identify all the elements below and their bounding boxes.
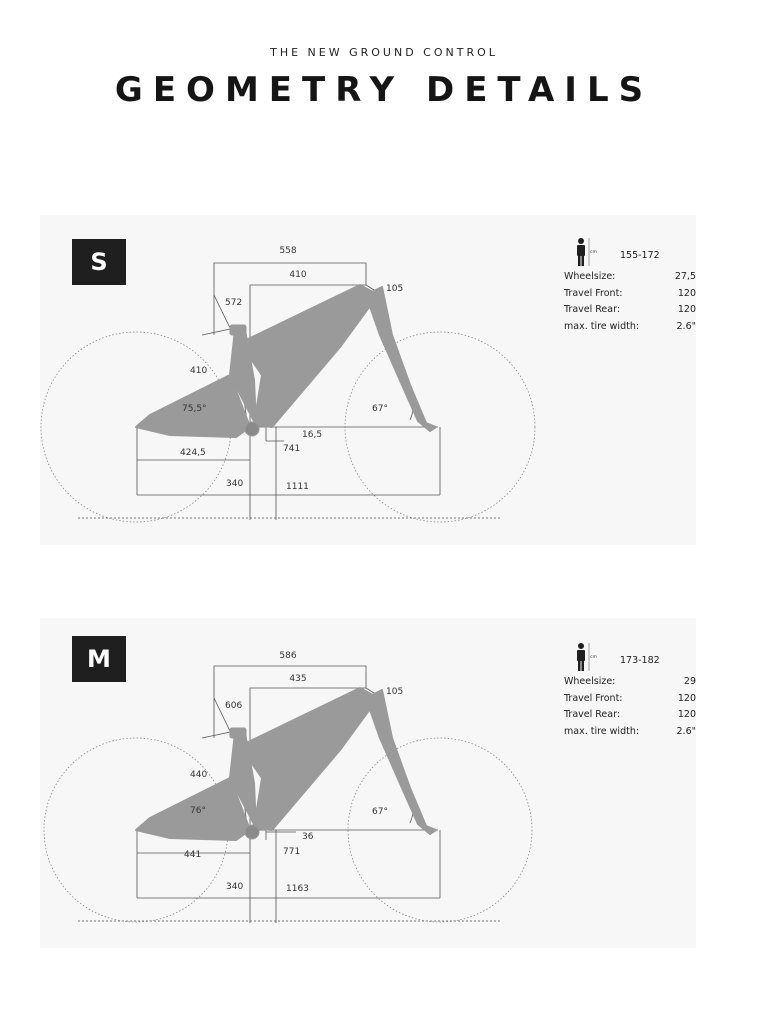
size-badge: M xyxy=(72,636,126,682)
spec-label: Travel Rear: xyxy=(564,304,621,315)
page-title: GEOMETRY DETAILS xyxy=(114,70,654,110)
spec-row xyxy=(564,707,696,724)
dim-seat-angle: 75,5° xyxy=(182,404,207,414)
dim-head-angle: 67° xyxy=(372,404,388,414)
bike-frame xyxy=(136,285,436,437)
spec-value: 27,5 xyxy=(674,271,696,282)
page-subtitle: THE NEW GROUND CONTROL xyxy=(270,46,498,59)
dim-wheelbase: 1163 xyxy=(286,884,309,894)
spec-value: 29 xyxy=(683,676,696,687)
dim-top-tube: 606 xyxy=(225,701,243,711)
dim-standover: 741 xyxy=(283,444,301,454)
dim-bb-height: 340 xyxy=(226,479,244,489)
spec-row xyxy=(564,691,696,708)
spec-value: 120 xyxy=(677,692,696,704)
rider-size xyxy=(564,642,696,674)
rider-unit: cm xyxy=(590,655,597,660)
dim-seat-tube: 410 xyxy=(190,366,208,376)
spec-label: Travel Rear: xyxy=(564,709,621,720)
person-icon xyxy=(574,642,596,672)
spec-value: 2.6" xyxy=(676,725,696,737)
dim-top-tube: 572 xyxy=(225,298,243,308)
spec-block xyxy=(564,642,696,740)
bike-frame xyxy=(136,688,436,840)
dim-bb-drop: 16,5 xyxy=(302,430,323,440)
dim-chainstay: 441 xyxy=(184,850,202,860)
rider-height-range: 173-182 xyxy=(620,655,660,666)
dim-seat-angle: 76° xyxy=(190,806,206,816)
spec-label: max. tire width: xyxy=(564,320,640,332)
dim-wheelbase: 1111 xyxy=(286,482,309,492)
spec-label: Wheelsize: xyxy=(564,271,616,282)
spec-value: 2.6" xyxy=(676,320,696,332)
person-icon xyxy=(574,237,596,267)
dim-standover: 771 xyxy=(283,847,301,857)
spec-value: 120 xyxy=(677,304,696,315)
rider-unit: cm xyxy=(590,250,597,255)
spec-row xyxy=(564,319,696,336)
dim-chainstay: 424,5 xyxy=(180,448,206,458)
dim-head-tube: 105 xyxy=(386,284,404,294)
dim-head-tube: 105 xyxy=(386,687,404,697)
spec-row xyxy=(564,269,696,286)
spec-label: Travel Front: xyxy=(564,287,623,299)
geometry-panel-s xyxy=(40,215,696,545)
size-badge: S xyxy=(72,239,126,285)
spec-value: 120 xyxy=(677,287,696,299)
dim-reach: 435 xyxy=(289,674,307,684)
dim-bb-drop: 36 xyxy=(302,832,314,842)
spec-label: Wheelsize: xyxy=(564,676,616,687)
spec-row xyxy=(564,286,696,303)
dim-stack: 586 xyxy=(279,651,297,661)
rider-height-range: 155-172 xyxy=(620,250,660,261)
dim-bb-height: 340 xyxy=(226,882,244,892)
geometry-panel-m xyxy=(40,618,696,948)
spec-row xyxy=(564,674,696,691)
spec-row xyxy=(564,302,696,319)
spec-value: 120 xyxy=(677,709,696,720)
dim-head-angle: 67° xyxy=(372,807,388,817)
spec-label: Travel Front: xyxy=(564,692,623,704)
spec-block xyxy=(564,237,696,335)
dim-seat-tube: 440 xyxy=(190,770,208,780)
dim-reach: 410 xyxy=(289,270,307,280)
dim-stack: 558 xyxy=(279,246,297,256)
spec-row xyxy=(564,724,696,741)
rider-size xyxy=(564,237,696,269)
spec-label: max. tire width: xyxy=(564,725,640,737)
